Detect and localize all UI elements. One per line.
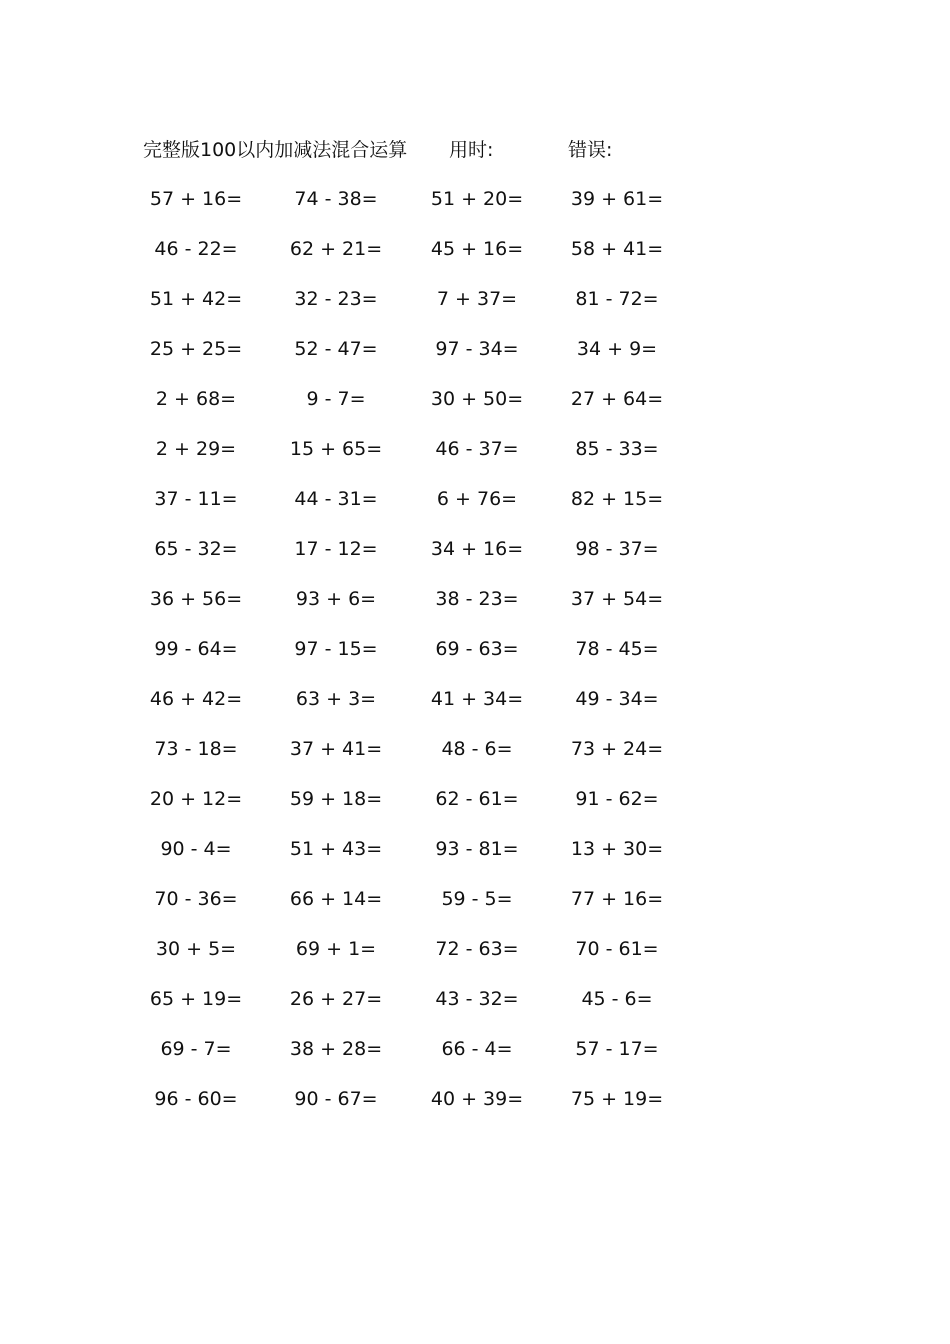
math-problem: 82 + 15= (570, 488, 664, 510)
problem-row (0, 685, 950, 715)
math-problem: 34 + 16= (430, 538, 524, 560)
problem-row (0, 185, 950, 215)
math-problem: 72 - 63= (435, 938, 519, 960)
math-problem: 78 - 45= (575, 638, 659, 660)
problem-row (0, 835, 950, 865)
worksheet-title: 完整版100以内加减法混合运算 (143, 139, 408, 161)
math-problem: 39 + 61= (570, 188, 664, 210)
math-problem: 65 - 32= (154, 538, 238, 560)
math-problem: 17 - 12= (294, 538, 378, 560)
math-problem: 2 + 29= (155, 438, 237, 460)
math-problem: 15 + 65= (289, 438, 383, 460)
math-problem: 69 - 7= (160, 1038, 232, 1060)
math-problem: 81 - 72= (575, 288, 659, 310)
math-problem: 45 - 6= (581, 988, 653, 1010)
math-problem: 38 - 23= (435, 588, 519, 610)
math-problem: 66 + 14= (289, 888, 383, 910)
math-problem: 37 - 11= (154, 488, 238, 510)
math-problem: 70 - 36= (154, 888, 238, 910)
math-problem: 73 - 18= (154, 738, 238, 760)
math-problem: 96 - 60= (154, 1088, 238, 1110)
math-problem: 69 + 1= (295, 938, 377, 960)
worksheet-header (0, 136, 950, 166)
error-label: 错误: (568, 139, 613, 161)
problem-row (0, 535, 950, 565)
problem-row (0, 385, 950, 415)
math-problem: 62 - 61= (435, 788, 519, 810)
math-problem: 46 - 22= (154, 238, 238, 260)
math-problem: 59 + 18= (289, 788, 383, 810)
problem-row (0, 1085, 950, 1115)
math-problem: 30 + 5= (155, 938, 237, 960)
problem-row (0, 735, 950, 765)
math-problem: 32 - 23= (294, 288, 378, 310)
math-problem: 66 - 4= (441, 1038, 513, 1060)
math-problem: 41 + 34= (430, 688, 524, 710)
math-problem: 75 + 19= (570, 1088, 664, 1110)
math-problem: 26 + 27= (289, 988, 383, 1010)
math-problem: 85 - 33= (575, 438, 659, 460)
math-problem: 27 + 64= (570, 388, 664, 410)
math-problem: 44 - 31= (294, 488, 378, 510)
math-problem: 37 + 54= (570, 588, 664, 610)
math-problem: 9 - 7= (306, 388, 366, 410)
math-problem: 77 + 16= (570, 888, 664, 910)
math-problem: 90 - 4= (160, 838, 232, 860)
problem-row (0, 435, 950, 465)
math-problem: 45 + 16= (430, 238, 524, 260)
math-problem: 62 + 21= (289, 238, 383, 260)
math-problem: 40 + 39= (430, 1088, 524, 1110)
math-problem: 43 - 32= (435, 988, 519, 1010)
problem-row (0, 985, 950, 1015)
math-problem: 93 + 6= (295, 588, 377, 610)
problem-row (0, 935, 950, 965)
math-problem: 70 - 61= (575, 938, 659, 960)
math-problem: 74 - 38= (294, 188, 378, 210)
math-problem: 59 - 5= (441, 888, 513, 910)
math-problem: 25 + 25= (149, 338, 243, 360)
math-problem: 20 + 12= (149, 788, 243, 810)
math-problem: 46 + 42= (149, 688, 243, 710)
problem-row (0, 485, 950, 515)
problem-row (0, 335, 950, 365)
math-problem: 91 - 62= (575, 788, 659, 810)
problem-row (0, 885, 950, 915)
math-problem: 6 + 76= (436, 488, 518, 510)
math-problem: 48 - 6= (441, 738, 513, 760)
math-problem: 69 - 63= (435, 638, 519, 660)
math-problem: 51 + 42= (149, 288, 243, 310)
problem-row (0, 635, 950, 665)
time-label: 用时: (449, 139, 494, 161)
problem-row (0, 285, 950, 315)
math-problem: 97 - 15= (294, 638, 378, 660)
math-problem: 90 - 67= (294, 1088, 378, 1110)
math-problem: 99 - 64= (154, 638, 238, 660)
math-problem: 38 + 28= (289, 1038, 383, 1060)
math-problem: 51 + 43= (289, 838, 383, 860)
math-problem: 2 + 68= (155, 388, 237, 410)
math-problem: 49 - 34= (575, 688, 659, 710)
math-problem: 37 + 41= (289, 738, 383, 760)
problem-row (0, 235, 950, 265)
math-problem: 46 - 37= (435, 438, 519, 460)
math-problem: 34 + 9= (576, 338, 658, 360)
problem-row (0, 1035, 950, 1065)
math-problem: 73 + 24= (570, 738, 664, 760)
math-problem: 51 + 20= (430, 188, 524, 210)
math-problem: 13 + 30= (570, 838, 664, 860)
math-problem: 36 + 56= (149, 588, 243, 610)
problem-row (0, 785, 950, 815)
problem-row (0, 585, 950, 615)
math-problem: 57 + 16= (149, 188, 243, 210)
math-problem: 7 + 37= (436, 288, 518, 310)
math-problem: 63 + 3= (295, 688, 377, 710)
math-problem: 98 - 37= (575, 538, 659, 560)
math-problem: 30 + 50= (430, 388, 524, 410)
math-problem: 65 + 19= (149, 988, 243, 1010)
math-problem: 93 - 81= (435, 838, 519, 860)
math-problem: 52 - 47= (294, 338, 378, 360)
math-problem: 97 - 34= (435, 338, 519, 360)
math-problem: 58 + 41= (570, 238, 664, 260)
math-problem: 57 - 17= (575, 1038, 659, 1060)
